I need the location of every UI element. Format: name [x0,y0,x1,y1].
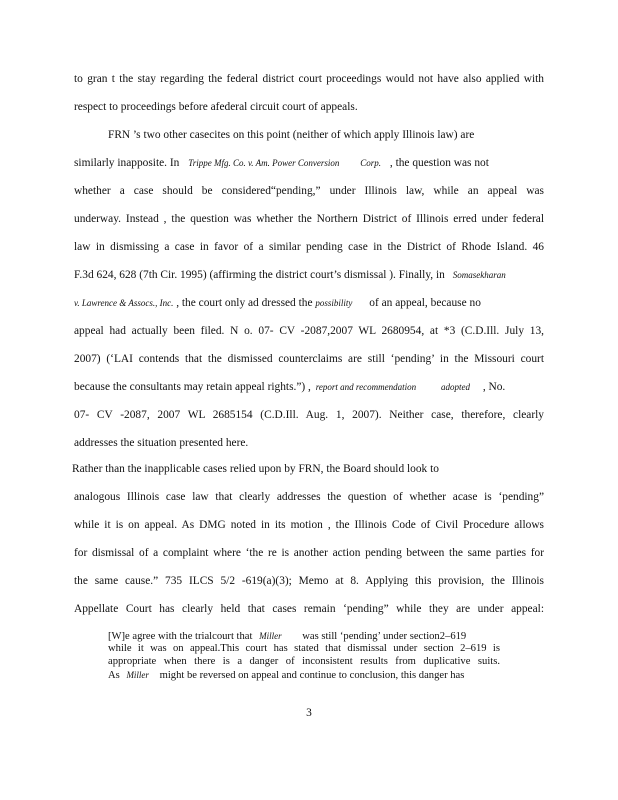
quote-1-end: was still ‘pending’ under section2–619 [302,631,467,642]
body-line-14: addresses the situation presented here. [74,437,249,449]
body-line-5: whether a case should be considered“pending,” under Illinois law, while an appeal was [74,185,544,197]
line-4-text: similarly inapposite. In [74,157,180,169]
quote-line-1 [108,630,500,643]
line-4-end: , the question was not [389,157,489,169]
line-12-text: because the consultants may retain appeal rights.”) , [74,381,311,393]
quote-line-4 [108,669,500,682]
body-line-8 [74,268,544,282]
body-line-13: 07- CV -2087, 2007 WL 2685154 (C.D.Ill. Aug. 1, 2007). Neither case, therefore, clearly [74,409,544,421]
body-line-9 [74,296,544,310]
page-number: 3 [306,707,312,719]
line-9-text: , the court only ad dressed the [176,297,313,309]
case-name-somasekharan: Somasekharan [452,270,506,280]
case-name-trippe: Trippe Mfg. Co. v. Am. Power Conversion [188,158,340,168]
line-9-end: of an appeal, because no [369,297,481,309]
case-name-lawrence: v. Lawrence & Assocs., Inc. [74,298,174,308]
body-line-18: for dismissal of a complaint where ‘the re is another action pending between the same parties for [74,547,544,559]
adopted-word: adopted [440,382,470,392]
quote-line-2: while it was on appeal.This court has stated that dismissal under section 2–619 is [108,643,500,654]
line-8-text: F.3d 624, 628 (7th Cir. 1995) (affirming the district court’s dismissal ). Finally, in [74,269,445,281]
quote-4-as: As [108,670,120,681]
quote-1-text: [W]e agree with the trialcourt that [108,631,253,642]
miller-citation-1: Miller [259,631,282,641]
body-line-20: Appellate Court has clearly held that cases remain ‘pending” while they are under appeal: [74,603,544,615]
quote-4-end: might be reversed on appeal and continue to conclusion, this danger has [159,670,465,681]
quote-line-3: appropriate when there is a danger of inconsistent results from duplicative suits. [108,656,500,667]
body-line-4 [74,156,544,170]
possibility-word: possibility [315,298,353,308]
case-name-corp: Corp. [360,158,382,168]
body-line-19: the same cause.” 735 ILCS 5/2 -619(a)(3); Memo at 8. Applying this provision, the Illinois [74,575,544,587]
miller-citation-2: Miller [126,670,149,680]
body-line-2: respect to proceedings before afederal circuit court of appeals. [74,101,358,113]
body-line-15: Rather than the inapplicable cases relied upon by FRN, the Board should look to [72,463,439,475]
body-line-6: underway. Instead , the question was whether the Northern District of Illinois erred under federal [74,213,544,225]
body-line-3: FRN ’s two other casecites on this point (neither of which apply Illinois law) are [108,129,475,141]
body-line-10: appeal had actually been filed. N o. 07- CV -2087,2007 WL 2680954, at *3 (C.D.Ill. July 13, [74,325,544,337]
body-line-11: 2007) (‘LAI contends that the dismissed counterclaims are still ‘pending’ in the Missouri court [74,353,544,365]
body-line-16: analogous Illinois case law that clearly addresses the question of whether acase is ‘pending” [74,491,544,503]
body-line-1: to gran t the stay regarding the federal district court proceedings would not have also applied with [74,73,544,85]
line-12-end: , No. [482,381,506,393]
body-line-12 [74,380,544,394]
report-recommendation: report and recommendation [315,382,417,392]
body-line-17: while it is on appeal. As DMG noted in its motion , the Illinois Code of Civil Procedure allows [74,519,544,531]
body-line-7: law in dismissing a case in favor of a similar pending case in the District of Rhode Island. 46 [74,241,544,253]
